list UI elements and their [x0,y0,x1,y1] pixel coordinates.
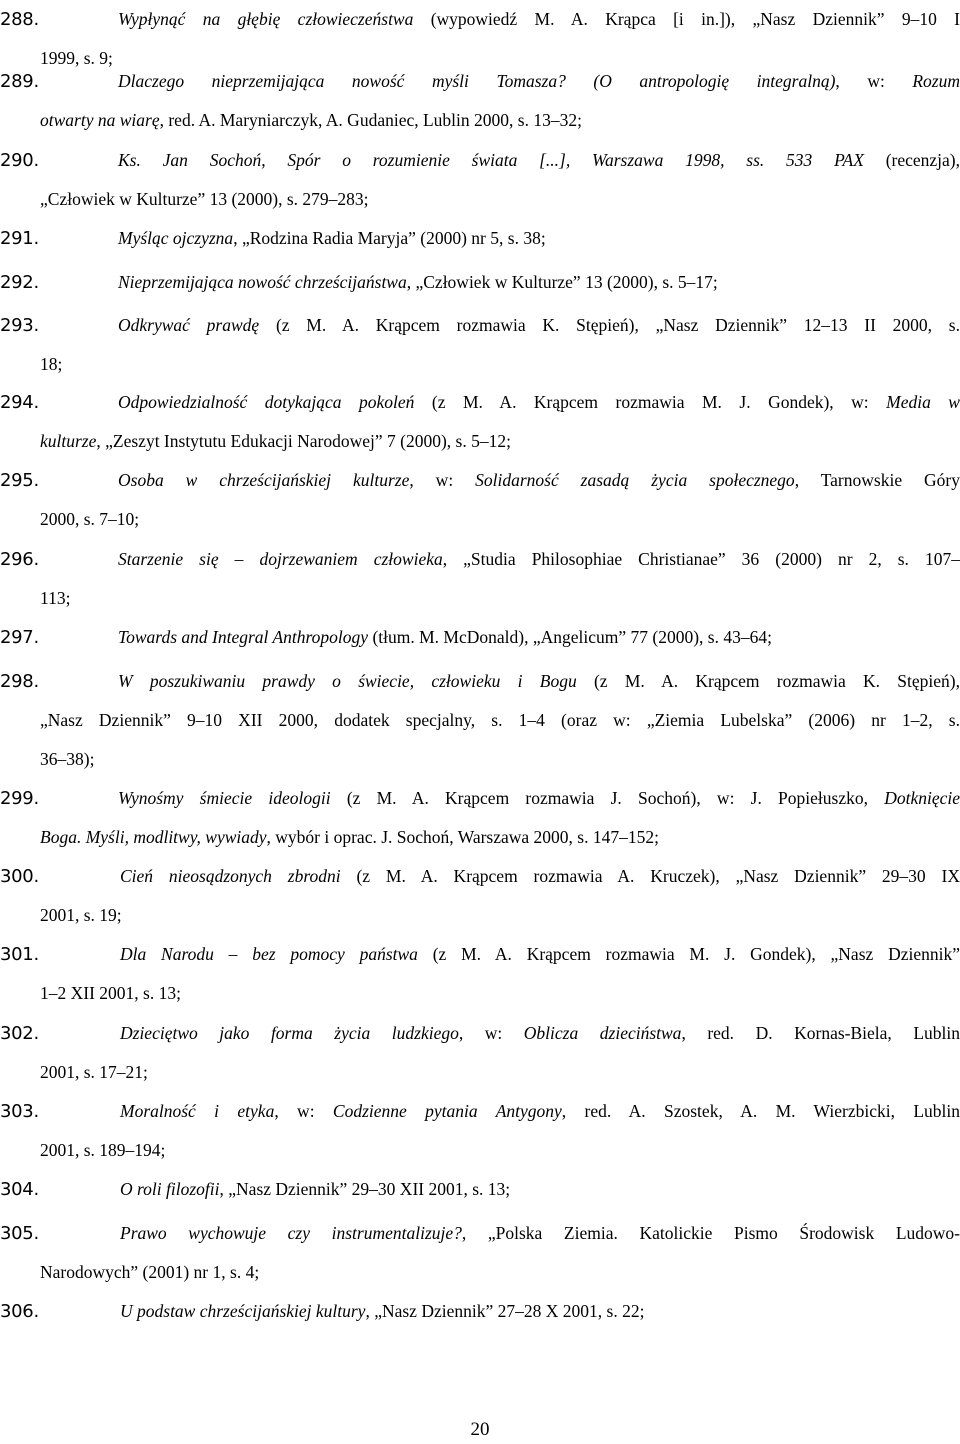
entry-title-text: kulturze [40,431,97,451]
entry-title-text: Codzienne pytania Antygony [332,1101,562,1121]
entry-text: „Nasz Dziennik” 9–10 XII 2000, dodatek specjalny, s. 1–4 (oraz w: „Ziemia Lubelska” (2006) nr 1–2, s. [40,710,960,730]
entry-number: 300. [0,866,39,887]
entry-title-text: Odpowiedzialność dotykająca pokoleń [118,392,415,412]
entry-title-text: Boga. Myśli, modlitwy, wywiady [40,827,267,847]
entry-title-text: otwarty na wiarę [40,110,160,130]
entry-line [0,141,960,180]
entry-number: 290. [0,150,39,171]
entry-number: 295. [0,470,39,491]
entry-text: (z M. A. Krąpcem rozmawia M. J. Gondek), w: [414,392,887,412]
entry-text: (z M. A. Krąpcem rozmawia J. Sochoń), w: J. Popiełuszko, [330,788,885,808]
entry-title-text: O roli filozofii [120,1179,220,1199]
entry-text: (z M. A. Krąpcem rozmawia M. J. Gondek), „Nasz Dziennik” [417,944,960,964]
entry-text: (z M. A. Krąpcem rozmawia A. Kruczek), „Nasz Dziennik” 29–30 IX [340,866,960,886]
entry-text: , „Polska Ziemia. Katolickie Pismo Środowisk Ludowo- [461,1223,960,1243]
entry-text: , red. A. Szostek, A. M. Wierzbicki, Lublin [561,1101,960,1121]
entry-line [0,1214,960,1253]
entry-title-text: Oblicza dzieciństwa [523,1023,682,1043]
bibliography-entry [0,1292,960,1331]
entry-line [0,857,960,896]
entry-text: , „Zeszyt Instytutu Edukacji Narodowej” 7 (2000), s. 5–12; [96,431,511,451]
entry-text: 2000, s. 7–10; [40,509,140,529]
entry-line [0,345,960,384]
entry-line [0,0,960,39]
entry-line [0,1053,960,1092]
entry-text: 18; [40,354,63,374]
entry-text: 1999, s. 9; [40,48,113,68]
bibliography-entry [0,1214,960,1292]
entry-text: , red. D. Kornas-Biela, Lublin [681,1023,960,1043]
entry-number: 302. [0,1023,39,1044]
entry-title-text: Dlaczego nieprzemijająca nowość myśli Tomasza? (O antropologię integralną) [118,71,836,91]
entry-text: , „Człowiek w Kulturze” 13 (2000), s. 5–17; [406,272,718,292]
entry-text: , w: [274,1101,333,1121]
bibliography-entry [0,935,960,1013]
bibliography-entry [0,1014,960,1092]
entry-text: (tłum. M. McDonald), „Angelicum” 77 (2000), s. 43–64; [368,627,772,647]
bibliography-entry [0,779,960,857]
entry-text: Narodowych” (2001) nr 1, s. 4; [40,1262,260,1282]
entry-line [0,306,960,345]
entry-title-text: Odkrywać prawdę [118,315,260,335]
entry-text: 113; [40,588,71,608]
entry-number: 293. [0,315,39,336]
entry-number: 301. [0,944,39,965]
entry-line [0,263,960,302]
page-number: 20 [470,1419,490,1440]
entry-title-text: Dzieciętwo jako forma życia ludzkiego [120,1023,459,1043]
entry-title-text: Wynośmy śmiecie ideologii [118,788,331,808]
entry-title-text: Ks. Jan Sochoń, Spór o rozumienie świata [...], Warszawa 1998, ss. 533 PAX [118,150,864,170]
entry-line [0,101,960,140]
entry-text: 2001, s. 17–21; [40,1062,148,1082]
entry-text: , w: [835,71,913,91]
entry-text: , „Nasz Dziennik” 27–28 X 2001, s. 22; [365,1301,645,1321]
entry-line [0,540,960,579]
entry-title-text: Cień nieosądzonych zbrodni [120,866,341,886]
entry-text: (recenzja), [863,150,960,170]
entry-text: (z M. A. Krąpcem rozmawia K. Stępień), „Nasz Dziennik” 12–13 II 2000, s. [259,315,960,335]
entry-number: 291. [0,228,39,249]
entry-title-text: Nieprzemijająca nowość chrześcijaństwa [118,272,407,292]
entry-text: , w: [458,1023,524,1043]
entry-title-text: Myśląc ojczyzna [118,228,234,248]
entry-line [0,62,960,101]
entry-line [0,701,960,740]
entry-text: „Człowiek w Kulturze” 13 (2000), s. 279–283; [40,189,369,209]
entry-line [0,500,960,539]
entry-line [0,974,960,1013]
entry-line [0,219,960,258]
entry-line [0,180,960,219]
entry-line [0,662,960,701]
entry-line [0,1253,960,1292]
bibliography-entry [0,383,960,461]
entry-title-text: Moralność i etyka [120,1101,275,1121]
entry-title-text: Dotknięcie [884,788,960,808]
entry-line [0,461,960,500]
entry-line [0,935,960,974]
entry-line [0,618,960,657]
entry-text: , „Rodzina Radia Maryja” (2000) nr 5, s. 38; [233,228,546,248]
entry-title-text: Towards and Integral Anthropology [118,627,369,647]
entry-text: , red. A. Maryniarczyk, A. Gudaniec, Lublin 2000, s. 13–32; [159,110,582,130]
bibliography-entry [0,857,960,935]
entry-text: (wypowiedź M. A. Krąpca [i in.]), „Nasz Dziennik” 9–10 I [413,9,960,29]
bibliography-entry [0,1170,960,1209]
entry-text: , wybór i oprac. J. Sochoń, Warszawa 2000, s. 147–152; [266,827,659,847]
entry-number: 298. [0,671,39,692]
entry-title-text: Rozum [912,71,960,91]
entry-number: 288. [0,9,39,30]
entry-title-text: Osoba w chrześcijańskiej kulturze [118,470,410,490]
entry-line [0,896,960,935]
bibliography-entry [0,62,960,140]
entry-text: 2001, s. 19; [40,905,122,925]
bibliography-entry [0,263,960,302]
entry-title-text: Solidarność zasadą życia społecznego [475,470,795,490]
bibliography-entry [0,1092,960,1170]
bibliography-entry [0,141,960,219]
entry-number: 304. [0,1179,39,1200]
entry-line [0,383,960,422]
entry-line [0,422,960,461]
entry-text: , Tarnowskie Góry [794,470,960,490]
entry-line [0,1170,960,1209]
entry-line [0,1131,960,1170]
bibliography-entry [0,219,960,258]
entry-number: 296. [0,549,39,570]
entry-number: 299. [0,788,39,809]
entry-number: 297. [0,627,39,648]
entry-number: 305. [0,1223,39,1244]
entry-line [0,579,960,618]
entry-text: 36–38); [40,749,95,769]
bibliography-entry [0,306,960,384]
entry-title-text: Dla Narodu – bez pomocy państwa [120,944,418,964]
bibliography-entry [0,618,960,657]
entry-line [0,818,960,857]
entry-title-text: W poszukiwaniu prawdy o świecie, człowieku i Bogu [118,671,577,691]
entry-text: , „Nasz Dziennik” 29–30 XII 2001, s. 13; [219,1179,511,1199]
entry-title-text: U podstaw chrześcijańskiej kultury [120,1301,366,1321]
entry-text: 2001, s. 189–194; [40,1140,166,1160]
entry-line [0,1014,960,1053]
entry-number: 303. [0,1101,39,1122]
entry-text: , „Studia Philosophiae Christianae” 36 (2000) nr 2, s. 107– [442,549,960,569]
entry-number: 289. [0,71,39,92]
entry-text: , w: [409,470,476,490]
entry-line [0,740,960,779]
bibliography-entry [0,662,960,779]
entry-title-text: Media w [886,392,960,412]
bibliography-entry [0,461,960,539]
entry-number: 294. [0,392,39,413]
entry-line [0,1092,960,1131]
entry-title-text: Starzenie się – dojrzewaniem człowieka [118,549,443,569]
entry-number: 292. [0,272,39,293]
entry-text: 1–2 XII 2001, s. 13; [40,983,181,1003]
entry-line [0,779,960,818]
entry-number: 306. [0,1301,39,1322]
entry-text: (z M. A. Krąpcem rozmawia K. Stępień), [576,671,960,691]
entry-title-text: Wypłynąć na głębię człowieczeństwa [118,9,414,29]
bibliography-entry [0,540,960,618]
entry-title-text: Prawo wychowuje czy instrumentalizuje? [120,1223,462,1243]
entry-line [0,1292,960,1331]
